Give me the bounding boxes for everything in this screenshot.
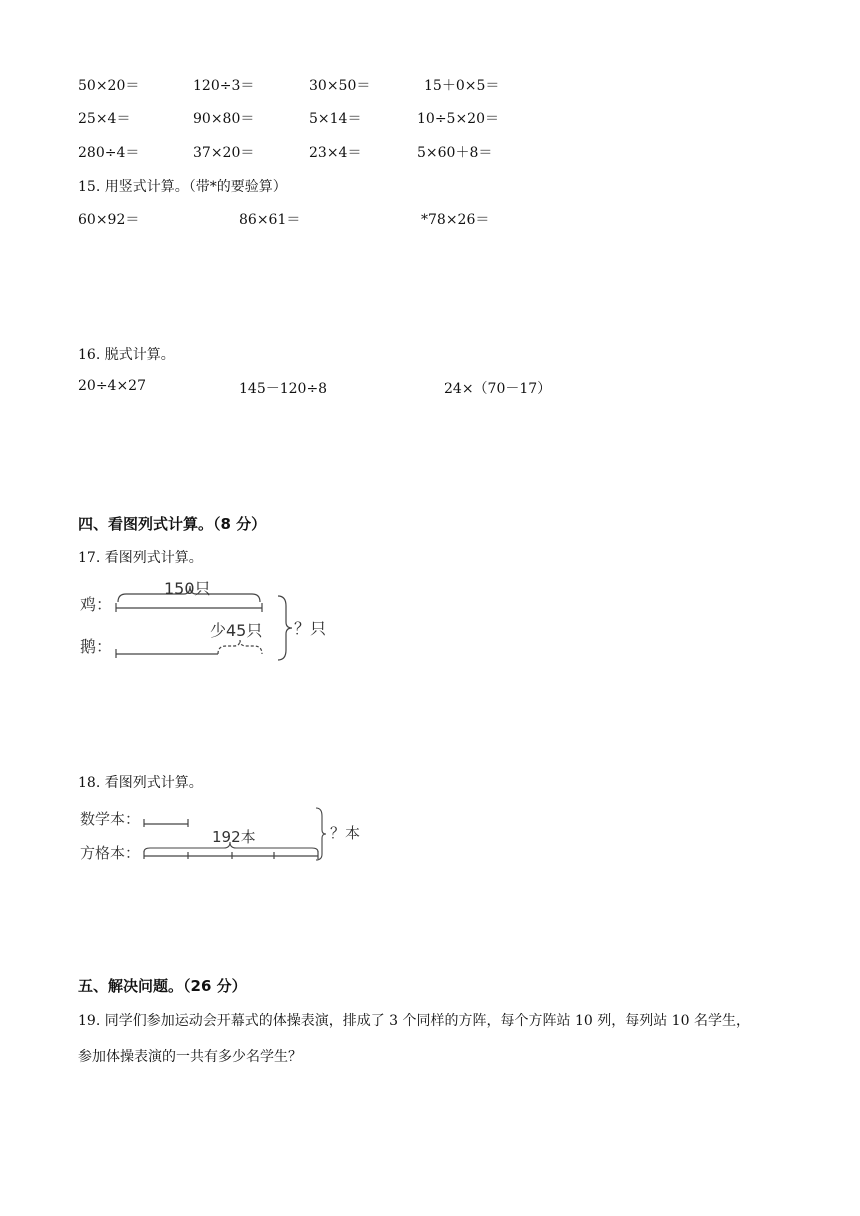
math-notebook-label: 数学本： [80,810,141,828]
oral-item: 10÷5×20＝ [417,111,499,127]
q15-item: 86×61＝ [239,212,301,228]
question-label: ？本 [330,824,361,842]
q16-item: 24×（70－17） [444,381,552,397]
q15-item: *78×26＝ [421,212,490,228]
q18-line-diagram [78,800,368,870]
question-label: ？只 [294,619,327,638]
oral-item: 5×60＋8＝ [417,145,493,161]
oral-item: 280÷4＝ [78,145,140,161]
question-19-line-1: 19. 同学们参加运动会开幕式的体操表演，排成了 3 个同样的方阵，每个方阵站 10 列，每列站 10 名学生， [78,1013,750,1029]
q15-item: 60×92＝ [78,212,140,228]
oral-item: 50×20＝ [78,78,140,94]
chicken-label: 鸡： [80,595,113,614]
question-18-title: 18. 看图列式计算。 [78,775,203,791]
oral-item: 23×4＝ [309,145,362,161]
q16-item: 145－120÷8 [239,381,328,397]
sum-brace [278,596,292,660]
oral-item: 5×14＝ [309,111,362,127]
oral-item: 30×50＝ [309,78,371,94]
oral-item: 120÷3＝ [193,78,255,94]
question-17-title: 17. 看图列式计算。 [78,550,203,566]
section-4-heading: 四、看图列式计算。（8 分） [78,515,267,533]
section-5-heading: 五、解决问题。（26 分） [78,977,247,995]
q16-item: 20÷4×27 [78,378,146,394]
goose-label: 鹅： [80,637,113,656]
oral-item: 37×20＝ [193,145,255,161]
difference-brace [218,640,262,654]
total-label: 150只 [164,579,211,598]
grid-notebook-label: 方格本： [80,844,141,862]
total-label: 192本 [212,828,256,846]
oral-item: 90×80＝ [193,111,255,127]
question-15-title: 15. 用竖式计算。（带*的要验算） [78,179,287,195]
oral-item: 25×4＝ [78,111,131,127]
question-16-title: 16. 脱式计算。 [78,347,175,363]
q17-line-diagram [78,572,338,664]
oral-item: 15＋0×5＝ [424,78,500,94]
question-19-line-2: 参加体操表演的一共有多少名学生？ [78,1049,302,1065]
difference-label: 少45只 [210,621,263,640]
